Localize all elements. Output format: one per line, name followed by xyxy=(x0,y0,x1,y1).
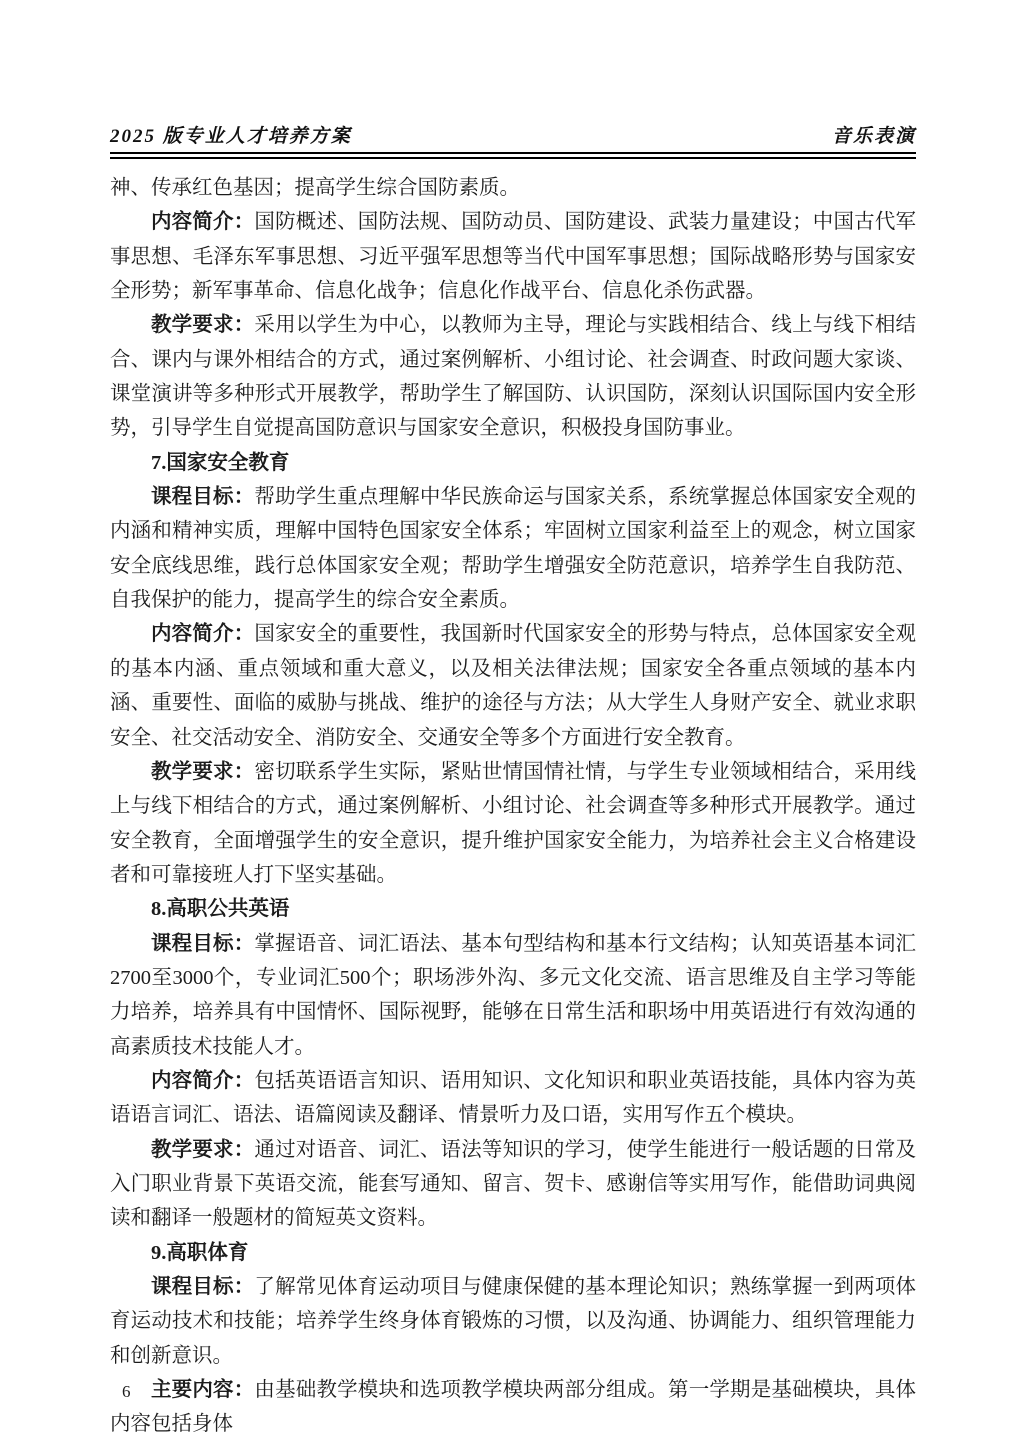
paragraph xyxy=(110,1270,916,1373)
paragraph xyxy=(110,617,916,754)
paragraph-text: 由基础教学模块和选项教学模块两部分组成。第一学期是基础模块，具体内容包括身体 xyxy=(110,1379,917,1436)
section-heading: 7.国家安全教育 xyxy=(151,451,290,474)
paragraph xyxy=(110,1373,916,1442)
run-in-label: 主要内容： xyxy=(151,1379,255,1402)
run-in-label: 内容简介： xyxy=(151,211,255,234)
paragraph xyxy=(110,927,916,1064)
header-right-title: 音乐表演 xyxy=(831,126,916,147)
paragraph-text: 采用以学生为中心，以教师为主导，理论与实践相结合、线上与线下相结合、课内与课外相结合的方式，通过案例解析、小组讨论、社会调查、时政问题大家谈、课堂演讲等多种形式开展教学，帮助学生了解国防、认识国防，深刻认识国际国内安全形势，引导学生自觉提高国防意识与国家安全意识，积极投身国防事业。 xyxy=(110,314,917,440)
run-in-label: 内容简介： xyxy=(151,623,255,646)
paragraph xyxy=(110,171,916,205)
paragraph-text: 通过对语音、词汇、语法等知识的学习，使学生能进行一般话题的日常及入门职业背景下英语交流，能套写通知、留言、贺卡、感谢信等实用写作，能借助词典阅读和翻译一般题材的简短英文资料。 xyxy=(110,1138,917,1230)
run-in-label: 课程目标： xyxy=(151,1276,255,1298)
header-left-title: 2025 版专业人才培养方案 xyxy=(110,126,352,147)
run-in-label: 教学要求： xyxy=(151,1138,255,1161)
paragraph xyxy=(110,1133,916,1236)
section-heading: 9.高职体育 xyxy=(151,1241,249,1264)
section-heading: 8.高职公共英语 xyxy=(151,898,290,921)
paragraph-text: 密切联系学生实际，紧贴世情国情社情，与学生专业领域相结合，采用线上与线下相结合的方式，通过案例解析、小组讨论、社会调查等多种形式开展教学。通过安全教育，全面增强学生的安全意识，提升维护国家安全能力，为培养社会主义合格建设者和可靠接班人打下坚实基础。 xyxy=(110,760,917,886)
paragraph-text: 国防概述、国防法规、国防动员、国防建设、武装力量建设；中国古代军事思想、毛泽东军事思想、习近平强军思想等当代中国军事思想；国际战略形势与国家安全形势；新军事革命、信息化战争；信息化作战平台、信息化杀伤武器。 xyxy=(110,211,917,303)
paragraph xyxy=(110,205,916,308)
paragraph xyxy=(110,1064,916,1133)
paragraph-text: 掌握语音、词汇语法、基本句型结构和基本行文结构；认知英语基本词汇2700至3000个，专业词汇500个；职场涉外沟、多元文化交流、语言思维及自主学习等能力培养，培养具有中国情怀、国际视野，能够在日常生活和职场中用英语进行有效沟通的高素质技术技能人才。 xyxy=(110,932,917,1058)
paragraph-text: 了解常见体育运动项目与健康保健的基本理论知识；熟练掌握一到两项体育运动技术和技能；培养学生终身体育锻炼的习惯，以及沟通、协调能力、组织管理能力和创新意识。 xyxy=(110,1276,917,1367)
paragraph-text: 神、传承红色基因；提高学生综合国防素质。 xyxy=(110,177,520,199)
paragraph-text: 国家安全的重要性，我国新时代国家安全的形势与特点，总体国家安全观的基本内涵、重点领域和重大意义，以及相关法律法规；国家安全各重点领域的基本内涵、重要性、面临的威胁与挑战、维护的途径与方法；从大学生人身财产安全、就业求职安全、社交活动安全、消防安全、交通安全等多个方面进行安全教育。 xyxy=(110,623,917,749)
page-number: 6 xyxy=(122,1382,131,1401)
paragraph xyxy=(110,480,916,617)
page-header xyxy=(110,121,916,159)
document-body xyxy=(110,171,916,1442)
run-in-label: 教学要求： xyxy=(151,760,255,783)
header-rule xyxy=(110,152,916,159)
run-in-label: 课程目标： xyxy=(151,932,255,955)
run-in-label: 课程目标： xyxy=(151,486,255,509)
paragraph-text: 帮助学生重点理解中华民族命运与国家关系，系统掌握总体国家安全观的内涵和精神实质，理解中国特色国家安全体系；牢固树立国家利益至上的观念，树立国家安全底线思维，践行总体国家安全观；帮助学生增强安全防范意识，培养学生自我防范、自我保护的能力，提高学生的综合安全素质。 xyxy=(110,486,917,612)
run-in-label: 教学要求： xyxy=(151,314,255,337)
paragraph xyxy=(110,755,916,892)
paragraph xyxy=(110,308,916,445)
paragraph-text: 包括英语语言知识、语用知识、文化知识和职业英语技能，具体内容为英语语言词汇、语法、语篇阅读及翻译、情景听力及口语，实用写作五个模块。 xyxy=(110,1069,917,1127)
run-in-label: 内容简介： xyxy=(151,1069,255,1092)
